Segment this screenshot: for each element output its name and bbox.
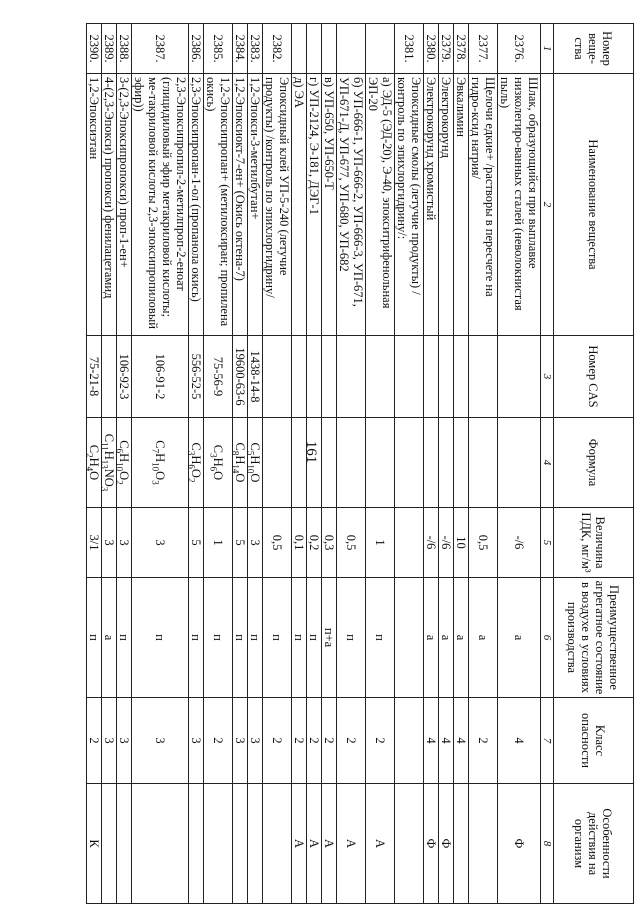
formula-subscript: 10 bbox=[150, 462, 161, 472]
formula bbox=[469, 418, 498, 508]
row-number: 2388. bbox=[117, 24, 132, 74]
cas-number bbox=[424, 336, 439, 418]
row-number: 2376. bbox=[498, 24, 541, 74]
hazard-class: 2 bbox=[337, 698, 366, 784]
table-row bbox=[439, 24, 454, 904]
action-feature bbox=[117, 784, 132, 904]
formula bbox=[395, 418, 424, 508]
formula-subscript: 6 bbox=[208, 466, 219, 472]
pdk-value: 1 bbox=[204, 508, 233, 578]
row-number bbox=[307, 24, 322, 74]
hazard-class: 3 bbox=[248, 698, 263, 784]
hazard-class: 2 bbox=[322, 698, 337, 784]
pdk-value: -/6 bbox=[424, 508, 439, 578]
aggregate-state: п bbox=[248, 578, 263, 698]
table-row bbox=[337, 24, 366, 904]
aggregate-state: п bbox=[117, 578, 132, 698]
formula bbox=[230, 418, 248, 508]
aggregate-state: а bbox=[469, 578, 498, 698]
hazard-class: 2 bbox=[87, 698, 102, 784]
substance-name: б) УП-666-1, УП-666-2, УП-666-3, УП-671, УП-671-Д, УП-677, УП-680, УП-682 bbox=[337, 74, 366, 336]
substance-name: г) УП-2124, Э-181, ДЭГ-1 bbox=[307, 74, 322, 336]
header-name: Наименование вещества bbox=[554, 74, 634, 336]
formula-subscript: 2 bbox=[84, 453, 95, 458]
formula-subscript: 6 bbox=[114, 448, 125, 454]
cas-number bbox=[395, 336, 424, 418]
table-row bbox=[189, 24, 204, 904]
column-index: 3 bbox=[541, 336, 554, 418]
pdk-value: 3 bbox=[102, 508, 117, 578]
row-number: 2378. bbox=[454, 24, 469, 74]
cas-number: 556-52-5 bbox=[189, 336, 204, 418]
row-number: 2387. bbox=[132, 24, 189, 74]
formula-subscript: 2 bbox=[186, 477, 197, 483]
column-index: 8 bbox=[541, 784, 554, 904]
table-row bbox=[102, 24, 117, 904]
pdk-value bbox=[395, 508, 424, 578]
header-class: Класс опасности bbox=[554, 698, 634, 784]
action-feature: Ф bbox=[498, 784, 541, 904]
action-feature bbox=[233, 784, 248, 904]
cas-number: 1438-14-8 bbox=[248, 336, 263, 418]
row-number bbox=[366, 24, 395, 74]
formula bbox=[132, 418, 189, 508]
cas-number bbox=[307, 336, 322, 418]
cas-number bbox=[263, 336, 292, 418]
formula-element: H bbox=[87, 457, 101, 467]
pdk-value: 0,3 bbox=[322, 508, 337, 578]
substance-name: 2,3-Эпоксипропан-1-ол (пропанола окись) bbox=[189, 74, 204, 336]
formula-element: H bbox=[189, 455, 203, 465]
table-body bbox=[84, 24, 541, 904]
pdk-value: 3/1 bbox=[87, 508, 102, 578]
formula-subscript: 7 bbox=[150, 448, 161, 454]
pdk-value: 3 bbox=[248, 508, 263, 578]
formula-element: C bbox=[102, 433, 116, 443]
row-number bbox=[292, 24, 307, 74]
hazard-class: 2 bbox=[307, 698, 322, 784]
pdk-value: 5 bbox=[233, 508, 248, 578]
pdk-value: 0,2 bbox=[307, 508, 322, 578]
cas-number bbox=[498, 336, 541, 418]
table-row bbox=[469, 24, 498, 904]
table-row bbox=[132, 24, 189, 904]
row-number: 2390. bbox=[87, 24, 102, 74]
aggregate-state: п bbox=[263, 578, 292, 698]
table-row bbox=[233, 24, 248, 904]
table-row bbox=[366, 24, 395, 904]
hazard-class: 3 bbox=[102, 698, 117, 784]
formula-element: H bbox=[117, 453, 131, 463]
formula bbox=[263, 418, 292, 508]
cas-number bbox=[469, 336, 498, 418]
formula-element: O bbox=[87, 471, 101, 481]
hazard-class: 2 bbox=[366, 698, 395, 784]
hazard-class: 4 bbox=[439, 698, 454, 784]
formula-subscript: 6 bbox=[186, 464, 197, 469]
formula bbox=[337, 418, 366, 508]
header-cas: Номер CAS bbox=[554, 336, 634, 418]
hazard-class: 4 bbox=[454, 698, 469, 784]
action-feature: А bbox=[322, 784, 337, 904]
header-feature: Особенности действия на организм bbox=[554, 784, 634, 904]
cas-number bbox=[454, 336, 469, 418]
column-index: 1 bbox=[541, 24, 554, 74]
page-number: 161 bbox=[303, 440, 319, 464]
table-row bbox=[307, 24, 322, 904]
aggregate-state: п bbox=[366, 578, 395, 698]
table-row bbox=[87, 24, 102, 904]
table-row bbox=[117, 24, 132, 904]
formula-subscript: 3 bbox=[99, 486, 110, 492]
aggregate-state: а bbox=[102, 578, 117, 698]
formula bbox=[292, 418, 307, 508]
formula-element: O bbox=[233, 473, 247, 483]
substance-name: 3-(2,3-Эпоксипропокси) проп-1-ен+ bbox=[117, 74, 132, 336]
column-index-row bbox=[541, 24, 554, 904]
formula bbox=[84, 418, 102, 508]
cas-number: 75-56-9 bbox=[204, 336, 233, 418]
table-row bbox=[424, 24, 439, 904]
header-state: Преимущественное агрегатное состояние в воздухе в условиях производства bbox=[554, 578, 634, 698]
formula-subscript: 11 bbox=[99, 442, 110, 451]
table-row bbox=[263, 24, 292, 904]
formula-element: C bbox=[189, 442, 203, 451]
row-number: 2386. bbox=[189, 24, 204, 74]
hazard-class: 4 bbox=[424, 698, 439, 784]
formula-element: C bbox=[153, 440, 167, 449]
action-feature bbox=[263, 784, 292, 904]
table-row bbox=[322, 24, 337, 904]
hazard-class: 3 bbox=[233, 698, 248, 784]
row-number: 2377. bbox=[469, 24, 498, 74]
action-feature bbox=[189, 784, 204, 904]
formula-element: H bbox=[211, 457, 225, 467]
cas-number bbox=[366, 336, 395, 418]
formula-subscript: 13 bbox=[99, 459, 110, 469]
formula bbox=[439, 418, 454, 508]
column-index: 4 bbox=[541, 418, 554, 508]
formula-element: H bbox=[153, 453, 167, 463]
cas-number bbox=[292, 336, 307, 418]
aggregate-state: п bbox=[87, 578, 102, 698]
cas-number bbox=[322, 336, 337, 418]
formula-subscript: 8 bbox=[230, 450, 241, 456]
action-feature: А bbox=[307, 784, 322, 904]
substance-name: 2,3-Эпоксипропил-2-метилпроп-2-еноат (глицидиловый эфир метакриловой кислоты; ме-такриловой кислоты 2,3-эпоксипропиловый эфир)) bbox=[132, 74, 189, 336]
formula-element: C bbox=[117, 440, 131, 449]
action-feature bbox=[454, 784, 469, 904]
formula-element: O bbox=[153, 471, 167, 481]
substances-table bbox=[86, 23, 634, 904]
formula-element: H bbox=[102, 450, 116, 460]
pdk-value: 10 bbox=[454, 508, 469, 578]
formula-element: NO bbox=[102, 468, 116, 487]
pdk-value: 0,5 bbox=[263, 508, 292, 578]
pdk-value: -/6 bbox=[439, 508, 454, 578]
action-feature: А bbox=[366, 784, 395, 904]
column-index: 5 bbox=[541, 508, 554, 578]
pdk-value: 5 bbox=[189, 508, 204, 578]
rotated-table-container bbox=[44, 23, 634, 903]
formula-subscript: 3 bbox=[186, 450, 197, 456]
formula-element: C bbox=[248, 442, 262, 451]
formula bbox=[366, 418, 395, 508]
cas-number bbox=[439, 336, 454, 418]
formula bbox=[114, 418, 132, 508]
hazard-class bbox=[395, 698, 424, 784]
table-row bbox=[498, 24, 541, 904]
table-row bbox=[248, 24, 263, 904]
substance-name: 4-(2,3-Эпокси) пропокси) фенилацетамид bbox=[102, 74, 117, 336]
table-row bbox=[454, 24, 469, 904]
aggregate-state: п bbox=[189, 578, 204, 698]
action-feature bbox=[102, 784, 117, 904]
formula-subscript: 14 bbox=[230, 464, 241, 474]
formula-element: C bbox=[233, 442, 247, 451]
cas-number: 19600-63-6 bbox=[233, 336, 248, 418]
formula bbox=[322, 418, 337, 508]
row-number: 2382. bbox=[263, 24, 292, 74]
column-index: 7 bbox=[541, 698, 554, 784]
row-number: 2385. bbox=[204, 24, 233, 74]
substance-name: Эвкалимин bbox=[454, 74, 469, 336]
formula-subscript: 4 bbox=[84, 466, 95, 472]
substance-name: 1,2-Эпоксиокт-7-ен+ (Окись октена-7) bbox=[233, 74, 248, 336]
aggregate-state: п bbox=[337, 578, 366, 698]
substance-name: Эпоксидные смолы (летучие продукты) /контроль по эпихлоргидрину/: bbox=[395, 74, 424, 336]
action-feature bbox=[204, 784, 233, 904]
substance-name: Шлак, образующийся при выплавке низколегиро-ванных сталей (неволокнистая пыль) bbox=[498, 74, 541, 336]
hazard-class: 2 bbox=[263, 698, 292, 784]
aggregate-state: п bbox=[307, 578, 322, 698]
formula-element: C bbox=[87, 444, 101, 454]
action-feature: А bbox=[337, 784, 366, 904]
hazard-class: 4 bbox=[498, 698, 541, 784]
action-feature: Ф bbox=[424, 784, 439, 904]
row-number: 2379. bbox=[439, 24, 454, 74]
substance-name: Щелочи едкие+ /растворы в пересчете на гидро-ксид натрия/ bbox=[469, 74, 498, 336]
aggregate-state: п+а bbox=[322, 578, 337, 698]
pdk-value: 0,5 bbox=[337, 508, 366, 578]
formula bbox=[99, 418, 117, 508]
hazard-class: 2 bbox=[469, 698, 498, 784]
action-feature: А bbox=[292, 784, 307, 904]
formula-subscript: 10 bbox=[114, 462, 125, 472]
formula-element: O bbox=[117, 471, 131, 481]
formula bbox=[498, 418, 541, 508]
formula bbox=[424, 418, 439, 508]
row-number: 2380. bbox=[424, 24, 439, 74]
substance-name: Электрокорунд хромистый bbox=[424, 74, 439, 336]
column-index: 6 bbox=[541, 578, 554, 698]
formula-element: H bbox=[248, 455, 262, 465]
aggregate-state: п bbox=[132, 578, 189, 698]
header-row bbox=[554, 24, 634, 904]
formula-subscript: 2 bbox=[114, 480, 125, 485]
formula-subscript: 3 bbox=[208, 453, 219, 458]
cas-number bbox=[337, 336, 366, 418]
substance-name: д) ЭА bbox=[292, 74, 307, 336]
formula-element: O bbox=[248, 473, 262, 483]
substance-name: 1,2-Эпоксипропан+ (метилоксиран; пропилена окись) bbox=[204, 74, 233, 336]
row-number bbox=[337, 24, 366, 74]
action-feature bbox=[248, 784, 263, 904]
formula bbox=[307, 418, 322, 508]
pdk-value: 1 bbox=[366, 508, 395, 578]
aggregate-state: а bbox=[439, 578, 454, 698]
header-number: Номер веще-ства bbox=[554, 24, 634, 74]
hazard-class: 3 bbox=[117, 698, 132, 784]
row-number bbox=[322, 24, 337, 74]
header-formula: Формула bbox=[554, 418, 634, 508]
row-number: 2383. bbox=[248, 24, 263, 74]
pdk-value: 3 bbox=[117, 508, 132, 578]
row-number: 2381. bbox=[395, 24, 424, 74]
aggregate-state: п bbox=[233, 578, 248, 698]
table-row bbox=[204, 24, 233, 904]
action-feature bbox=[132, 784, 189, 904]
hazard-class: 3 bbox=[189, 698, 204, 784]
aggregate-state: п bbox=[292, 578, 307, 698]
substance-name: в) УП-650, УП-650-Т bbox=[322, 74, 337, 336]
aggregate-state: а bbox=[454, 578, 469, 698]
substance-name: Электрокорунд bbox=[439, 74, 454, 336]
pdk-value: 0,5 bbox=[469, 508, 498, 578]
aggregate-state bbox=[395, 578, 424, 698]
formula bbox=[186, 418, 204, 508]
formula bbox=[245, 418, 263, 508]
pdk-value: -/6 bbox=[498, 508, 541, 578]
table-row bbox=[292, 24, 307, 904]
action-feature bbox=[469, 784, 498, 904]
cas-number: 75-21-8 bbox=[87, 336, 102, 418]
substance-name: 1,2-Эпоксиэтан bbox=[87, 74, 102, 336]
substance-name: 1,2-Эпокси-3-метилбутан+ bbox=[248, 74, 263, 336]
substance-name: а) ЭД-5 (ЭД-20), Э-40, эпокситрифенольная ЭП-20 bbox=[366, 74, 395, 336]
aggregate-state: а bbox=[424, 578, 439, 698]
action-feature: К bbox=[87, 784, 102, 904]
cas-number: 106-92-3 bbox=[117, 336, 132, 418]
formula-subscript: 3 bbox=[150, 480, 161, 485]
action-feature: Ф bbox=[439, 784, 454, 904]
formula-element: C bbox=[211, 444, 225, 454]
substance-name: Эпоксидный клей УП-5-240 (летучие продукты) /контроль по эпихлоргидрину/ bbox=[263, 74, 292, 336]
column-index: 2 bbox=[541, 74, 554, 336]
formula-subscript: 5 bbox=[245, 450, 256, 456]
formula-element: O bbox=[189, 468, 203, 478]
hazard-class: 2 bbox=[292, 698, 307, 784]
aggregate-state: п bbox=[204, 578, 233, 698]
cas-number: 106-91-2 bbox=[132, 336, 189, 418]
action-feature bbox=[395, 784, 424, 904]
formula bbox=[204, 418, 233, 508]
formula-element: H bbox=[233, 455, 247, 465]
row-number: 2384. bbox=[233, 24, 248, 74]
pdk-value: 0,1 bbox=[292, 508, 307, 578]
hazard-class: 3 bbox=[132, 698, 189, 784]
formula-element: O bbox=[211, 471, 225, 481]
table-row bbox=[395, 24, 424, 904]
pdk-value: 3 bbox=[132, 508, 189, 578]
aggregate-state: а bbox=[498, 578, 541, 698]
cas-number bbox=[102, 336, 117, 418]
header-pdk: Величина ПДК, мг/м³ bbox=[554, 508, 634, 578]
hazard-class: 2 bbox=[204, 698, 233, 784]
formula-subscript: 10 bbox=[245, 464, 256, 474]
formula bbox=[454, 418, 469, 508]
row-number: 2389. bbox=[102, 24, 117, 74]
